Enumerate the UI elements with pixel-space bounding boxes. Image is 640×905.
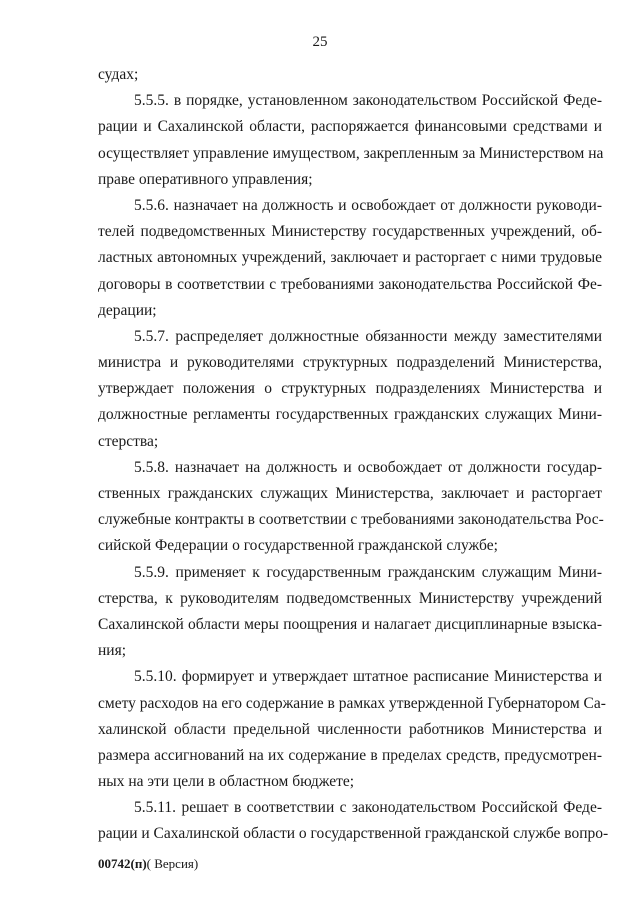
paragraph xyxy=(98,455,602,560)
text-line: 5.5.8. назначает на должность и освобождает от должности государ- xyxy=(134,458,602,476)
text-line: ных на эти цели в областном бюджете; xyxy=(98,773,355,791)
text-line: ния; xyxy=(98,642,127,660)
paragraph xyxy=(98,795,609,847)
text-line: телей подведомственных Министерству государственных учреждений, об- xyxy=(98,223,602,241)
text-line: смету расходов на его содержание в рамках утвержденной Губернатором Са- xyxy=(98,694,606,712)
text-line: халинской области предельной численности работников Министерства и xyxy=(98,720,602,738)
footer-version: ( Версия) xyxy=(146,856,199,871)
text-line: служебные контракты в соответствии с требованиями законодательства Рос- xyxy=(98,511,604,529)
text-line: рации и Сахалинской области, распоряжается финансовыми средствами и xyxy=(98,118,602,136)
paragraph xyxy=(98,88,602,193)
paragraph xyxy=(98,62,602,88)
paragraph xyxy=(98,664,606,795)
text-line: 5.5.11. решает в соответствии с законодательством Российской Феде- xyxy=(134,799,602,817)
text-line: праве оперативного управления; xyxy=(98,170,313,188)
text-line: 5.5.7. распределяет должностные обязанности между заместителями xyxy=(134,327,602,345)
text-line: рации и Сахалинской области о государственной гражданской службе вопро- xyxy=(98,825,609,843)
text-line: размера ассигнований на их содержание в пределах средств, предусмотрен- xyxy=(98,746,602,764)
text-line: 5.5.6. назначает на должность и освобождает от должности руководи- xyxy=(134,196,602,214)
text-line: 5.5.5. в порядке, установленном законодательством Российской Феде- xyxy=(134,92,602,110)
text-line: ластных автономных учреждений, заключает и расторгает с ними трудовые xyxy=(98,249,602,267)
text-line: 5.5.10. формирует и утверждает штатное расписание Министерства и xyxy=(134,668,602,686)
paragraph xyxy=(98,560,602,665)
text-line: договоры в соответствии с требованиями законодательства Российской Фе- xyxy=(98,275,602,293)
text-line: Сахалинской области меры поощрения и налагает дисциплинарные взыска- xyxy=(98,615,602,633)
document-footer xyxy=(98,856,198,872)
page-number: 25 xyxy=(312,34,328,50)
document-body xyxy=(98,62,609,848)
footer-code: 00742(п) xyxy=(98,856,147,871)
text-line: дерации; xyxy=(98,301,157,319)
text-line: утверждает положения о структурных подразделениях Министерства и xyxy=(98,380,602,398)
text-line: министра и руководителями структурных подразделений Министерства, xyxy=(98,354,602,372)
text-line: стерства; xyxy=(98,432,159,450)
text-line: судах; xyxy=(98,66,139,83)
text-line: осуществляет управление имуществом, закрепленным за Министерством на xyxy=(98,144,604,162)
text-line: ственных гражданских служащих Министерства, заключает и расторгает xyxy=(98,485,602,502)
text-line: 5.5.9. применяет к государственным гражданским служащим Мини- xyxy=(134,563,602,581)
text-line: должностные регламенты государственных гражданских служащих Мини- xyxy=(98,406,602,424)
text-line: сийской Федерации о государственной гражданской службе; xyxy=(98,537,498,555)
text-line: стерства, к руководителям подведомственных Министерству учреждений xyxy=(98,589,602,607)
paragraph xyxy=(98,193,602,324)
paragraph xyxy=(98,324,602,455)
